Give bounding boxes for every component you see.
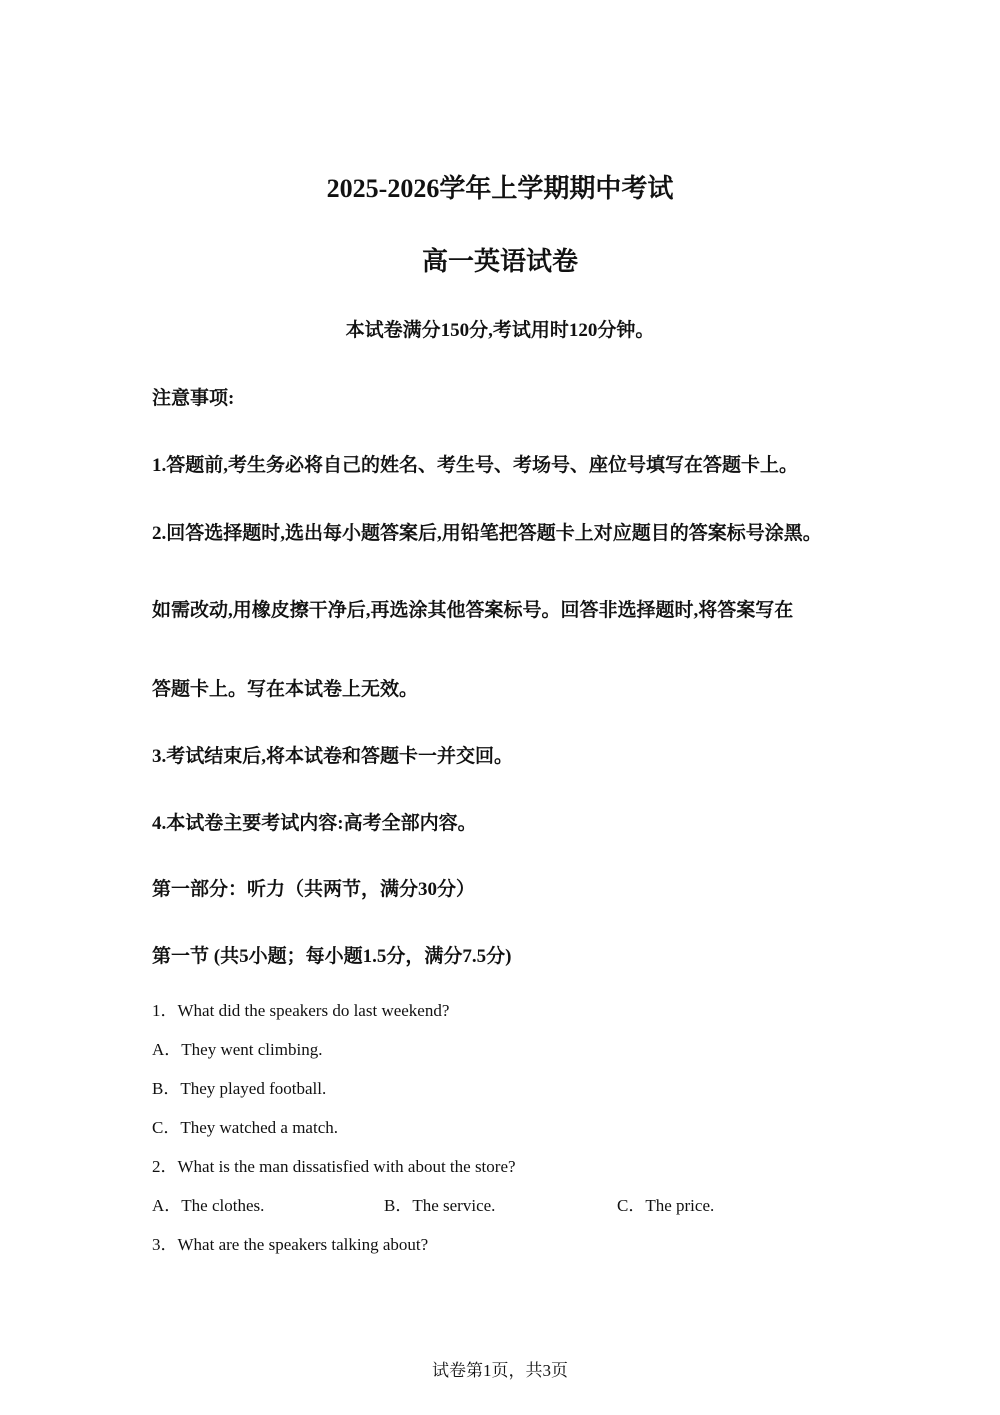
question-2-option-a: A．The clothes. (152, 1196, 265, 1215)
exam-subject-title: 高一英语试卷 (421, 247, 578, 276)
notice-heading: 注意事项: (152, 388, 235, 409)
question-3-stem: 3．What are the speakers talking about? (152, 1235, 429, 1254)
question-2-option-c: C．The price. (617, 1196, 715, 1215)
score-info: 本试卷满分150分,考试用时120分钟。 (345, 320, 655, 341)
notice-item-2-line-3: 答题卡上。写在本试卷上无效。 (152, 679, 419, 700)
notice-item-2-line-1: 2.回答选择题时,选出每小题答案后,用铅笔把答题卡上对应题目的答案标号涂黑。 (152, 523, 822, 544)
notice-item-4: 4.本试卷主要考试内容:高考全部内容。 (152, 813, 477, 834)
notice-item-1: 1.答题前,考生务必将自己的姓名、考生号、考场号、座位号填写在答题卡上。 (152, 455, 799, 476)
question-1-stem: 1．What did the speakers do last weekend? (152, 1001, 450, 1020)
notice-item-2-line-2: 如需改动,用橡皮擦干净后,再选涂其他答案标号。回答非选择题时,将答案写在 (152, 600, 794, 621)
notice-item-3: 3.考试结束后,将本试卷和答题卡一并交回。 (152, 746, 514, 767)
question-1-option-c: C．They watched a match. (152, 1118, 338, 1137)
question-2-option-b: B．The service. (384, 1196, 496, 1215)
exam-title: 2025-2026学年上学期期中考试 (326, 174, 674, 203)
page-footer: 试卷第1页，共3页 (432, 1361, 568, 1380)
question-2-stem: 2．What is the man dissatisfied with about the store? (152, 1157, 516, 1176)
section1-heading: 第一节 (共5小题；每小题1.5分，满分7.5分) (152, 946, 512, 967)
part1-heading: 第一部分：听力（共两节，满分30分） (152, 879, 476, 900)
question-1-option-b: B．They played football. (152, 1079, 327, 1098)
question-1-option-a: A．They went climbing. (152, 1040, 323, 1059)
